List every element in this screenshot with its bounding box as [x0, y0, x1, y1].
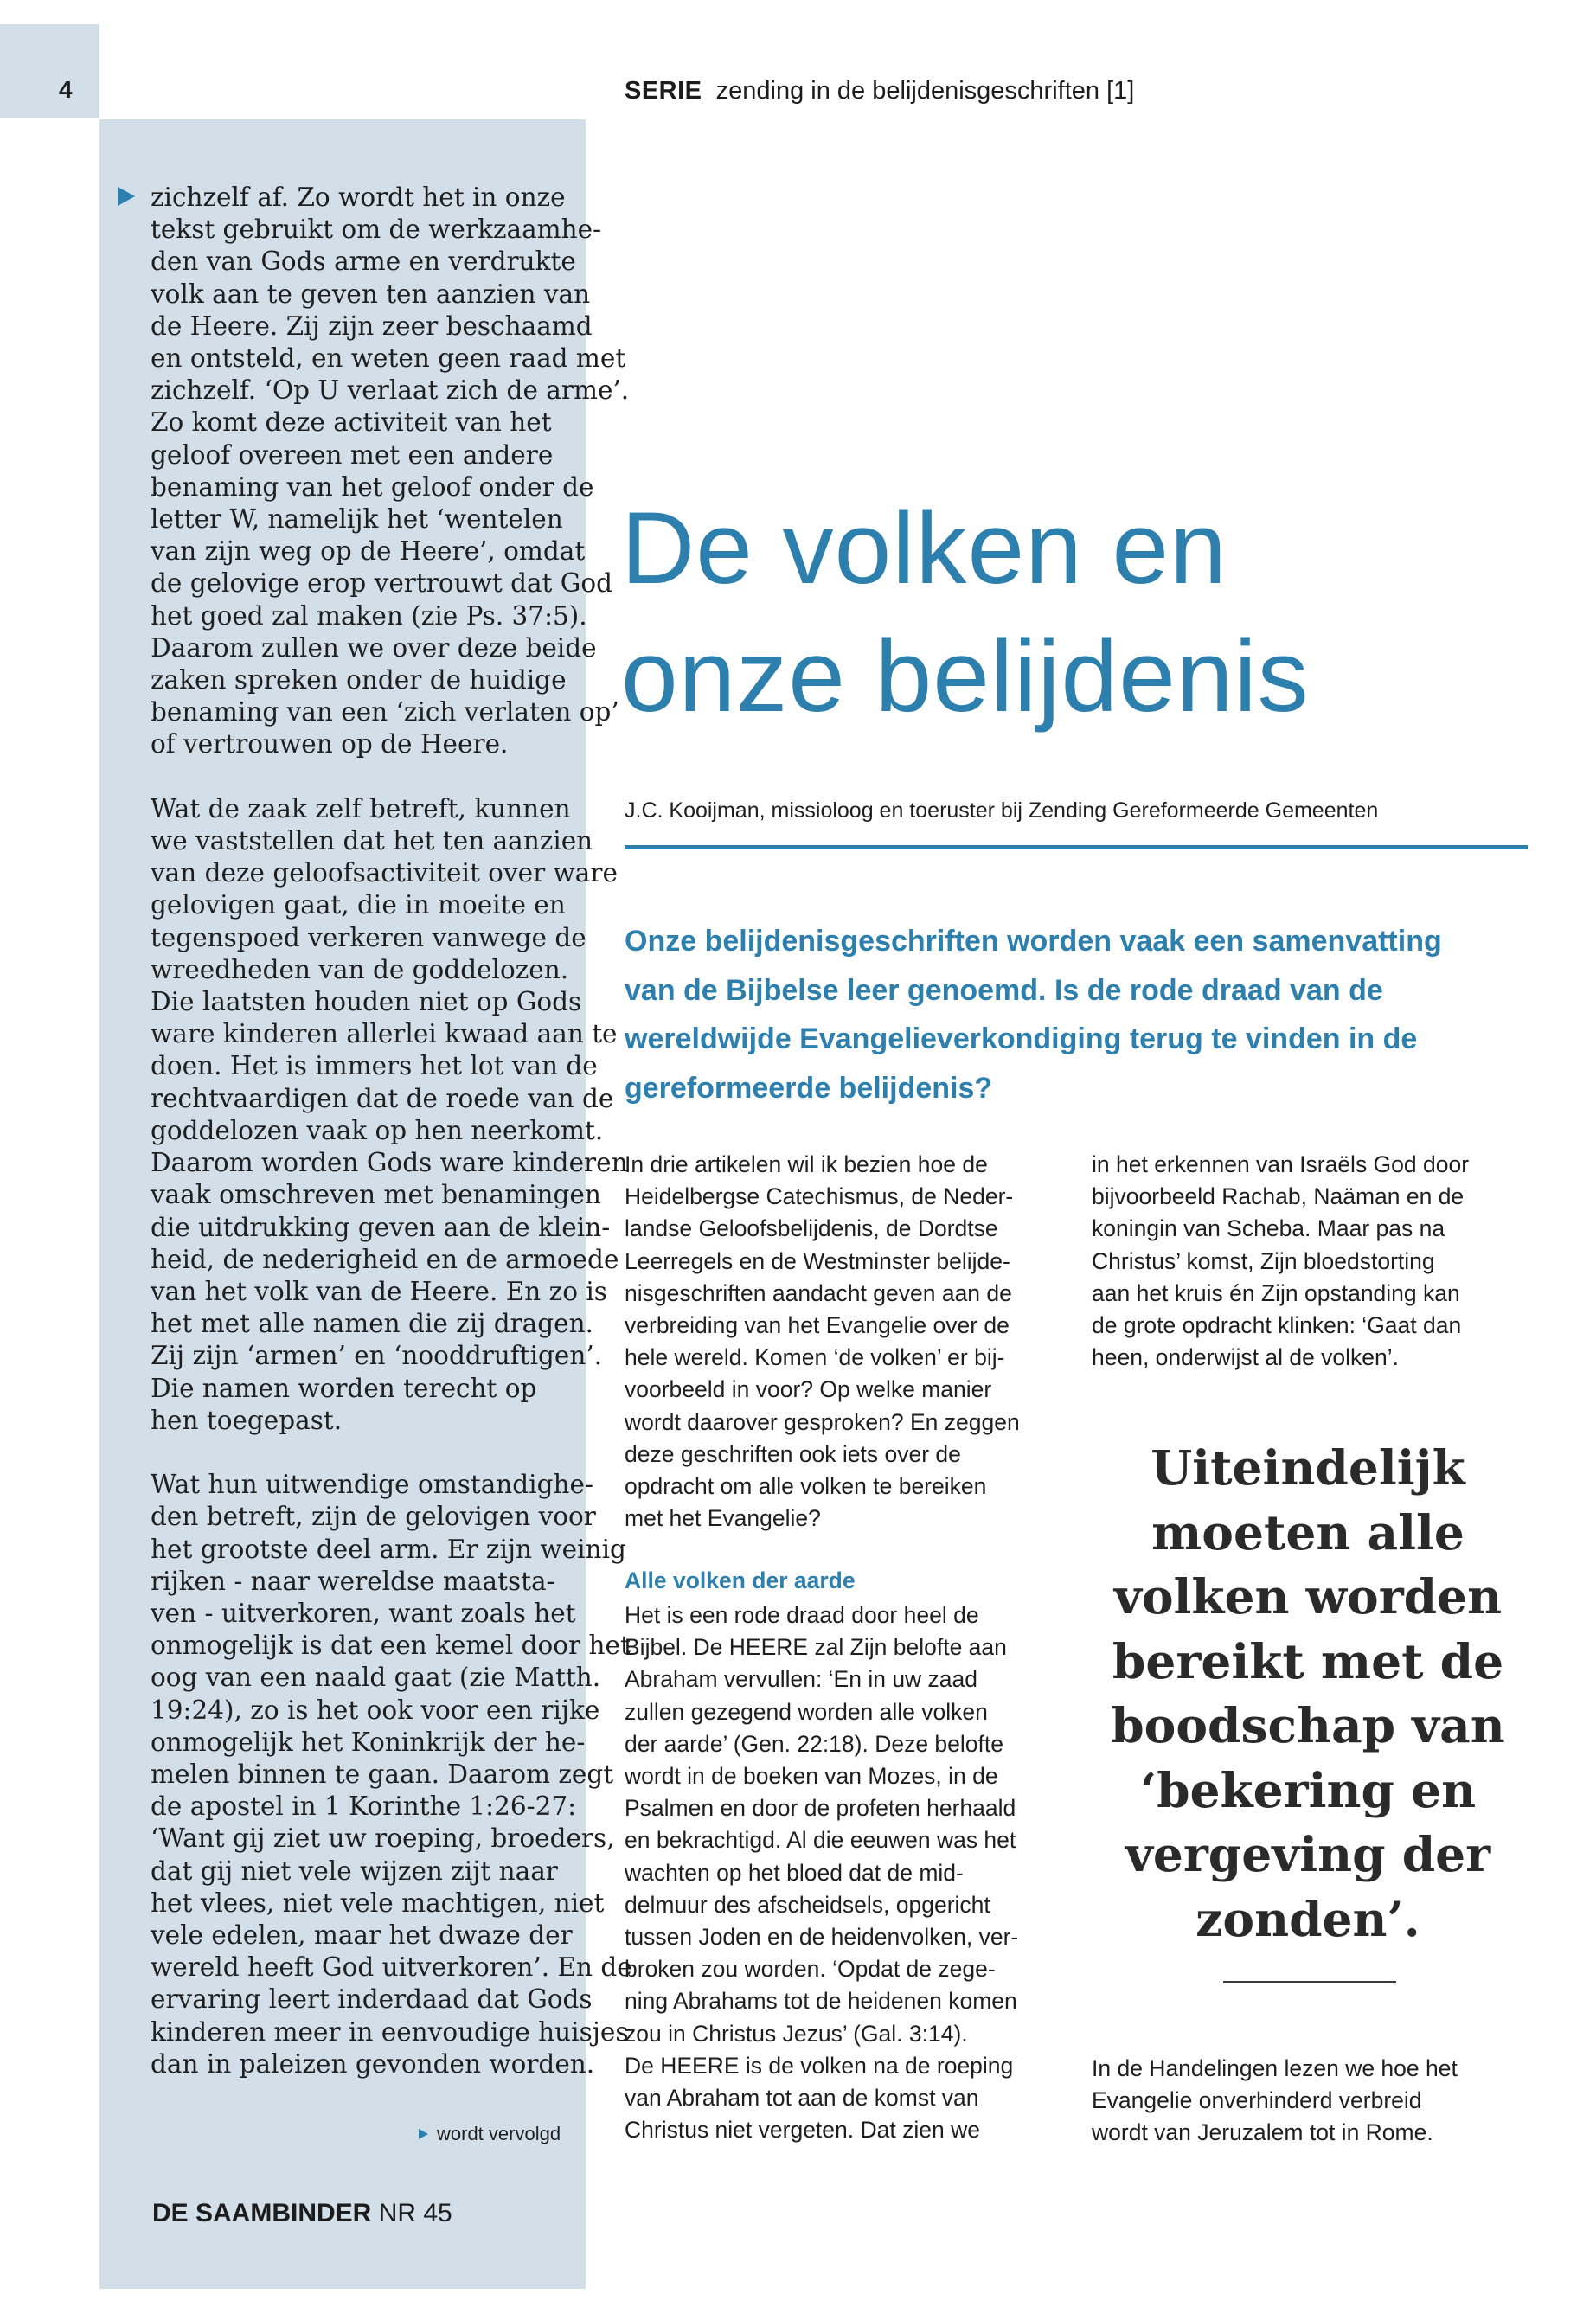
- header-topic: zending in de belijdenisgeschriften [1]: [715, 77, 1135, 105]
- article-title: De volken en onze belijdenis: [621, 491, 1310, 734]
- continued-label: wordt vervolgd: [437, 2123, 561, 2144]
- continuation-arrow-icon: [118, 187, 135, 206]
- footer-magazine: DE SAAMBINDER: [152, 2199, 372, 2227]
- intro-lead: Onze belijdenisgeschriften worden vaak een samenvatting van de Bijbelse leer genoemd. Is de rode draad van de wereldwijde Evangelieverkondiging terug te vinden in de gereformeerde belijdenis?: [625, 925, 1442, 1105]
- continued-note: [419, 2123, 561, 2145]
- page-number: 4: [59, 76, 73, 103]
- sidebar-text: zichzelf af. Zo wordt het in onze tekst gebruikt om de werkzaamhe- den van Gods arme en verdrukte volk aan te geven ten aanzien van de Heere. Zij zijn zeer beschaamd en ontsteld, en weten geen raad met zichzelf. ‘Op U verlaat zich de arme’. Zo komt deze activiteit van het geloof overeen met een andere benaming van het geloof onder de letter W, namelijk het ‘wentelen van zijn weg op de Heere’, omdat de gelovige erop vertrouwt dat God het goed zal maken (zie Ps. 37:5). Daarom zullen we over deze beide zaken spreken onder de huidige benaming van een ‘zich verlaten op’ of vertrouwen op de Heere. Wat de zaak zelf betreft, kunnen we vaststellen dat het ten aanzien van deze geloofsactiviteit over ware gelovigen gaat, die in moeite en tegenspoed verkeren vanwege de wreedheden van de goddelozen. Die laatsten houden niet op Gods ware kinderen allerlei kwaad aan te doen. Het is immers het lot van de rechtvaardigen dat de roede van de goddelozen vaak op hen neerkomt. Daarom worden Gods ware kinderen vaak omschreven met benamingen die uitdrukking geven aan de klein- heid, de nederigheid en de armoede van het volk van de Heere. En zo is het met alle namen die zij dragen. Zij zijn ‘armen’ en ‘nooddruftigen’. Die namen worden terecht op hen toegepast. Wat hun uitwendige omstandighe- den betreft, zijn de gelovigen voor het grootste deel arm. Er zijn weinig rijken - naar wereldse maatsta- ven - uitverkoren, want zoals het onmogelijk is dat een kemel door het oog van een naald gaat (zie Matth. 19:24), zo is het ook voor een rijke onmogelijk het Koninkrijk der he- melen binnen te gaan. Daarom zegt de apostel in 1 Korinthe 1:26-27: ‘Want gij ziet uw roeping, broeders, dat gij niet vele wijzen zijt naar het vlees, niet vele machtigen, niet vele edelen, maar het dwaze der wereld heeft God uitverkoren’. En de ervaring leert inderdaad dat Gods kinderen meer in eenvoudige huisjes dan in paleizen gevonden worden.: [151, 183, 632, 2079]
- body-column-right: in het erkennen van Israëls God door bijvoorbeeld Rachab, Naäman en de koningin van Scheba. Maar pas na Christus’ komst, Zijn bloedstorting aan het kruis én Zijn opstanding kan de grote opdracht klinken: ‘Gaat dan heen, onderwijst al de volken’.: [1092, 1151, 1470, 1371]
- page-number-tab: [0, 24, 99, 118]
- footer: [152, 2199, 452, 2228]
- body-column-left-continued: Het is een rode draad door heel de Bijbel. De HEERE zal Zijn belofte aan Abraham vervullen: ‘En in uw zaad zullen gezegend worden alle volken der aarde’ (Gen. 22:18). Deze belofte wordt in de boeken van Mozes, in de Psalmen en door de profeten herhaald en bekrachtigd. Al die eeuwen was het wachten op het bloed dat de mid- delmuur des afscheidsels, opgericht tussen Joden en de heidenvolken, ver- broken zou worden. ‘Opdat de zege- ning Abrahams tot de heidenen komen zou in Christus Jezus’ (Gal. 3:14). De HEERE is de volken na de roeping van Abraham tot aan de komst van Christus niet vergeten. Dat zien we: [625, 1602, 1019, 2144]
- body-column-right-continued: In de Handelingen lezen we hoe het Evangelie onverhinderd verbreid wordt van Jeruzalem tot in Rome.: [1092, 2055, 1458, 2146]
- body-column-left: In drie artikelen wil ik bezien hoe de Heidelbergse Catechismus, de Neder- landse Geloofsbelijdenis, de Dordtse Leerregels en de Westminster belijde- nisgeschriften aandacht geven aan de verbreiding van het Evangelie over de hele wereld. Komen ‘de volken’ er bij- voorbeeld in voor? Op welke manier wordt daarover gesproken? En zeggen deze geschriften ook iets over de opdracht om alle volken te bereiken met het Evangelie?: [625, 1151, 1020, 1532]
- byline-divider: [625, 845, 1528, 849]
- byline: J.C. Kooijman, missioloog en toeruster bij Zending Gereformeerde Gemeenten: [625, 798, 1379, 823]
- header-serie: SERIE: [625, 77, 702, 105]
- footer-issue: NR 45: [378, 2199, 452, 2227]
- section-subheading: Alle volken der aarde: [625, 1567, 856, 1593]
- pull-quote-divider: [1223, 1981, 1396, 1983]
- play-arrow-icon: [419, 2129, 428, 2139]
- pull-quote: Uiteindelijk moeten alle volken worden bereikt met de boodschap van ‘bekering en vergeving der zonden’.: [1111, 1439, 1505, 1947]
- running-header: [625, 77, 1134, 106]
